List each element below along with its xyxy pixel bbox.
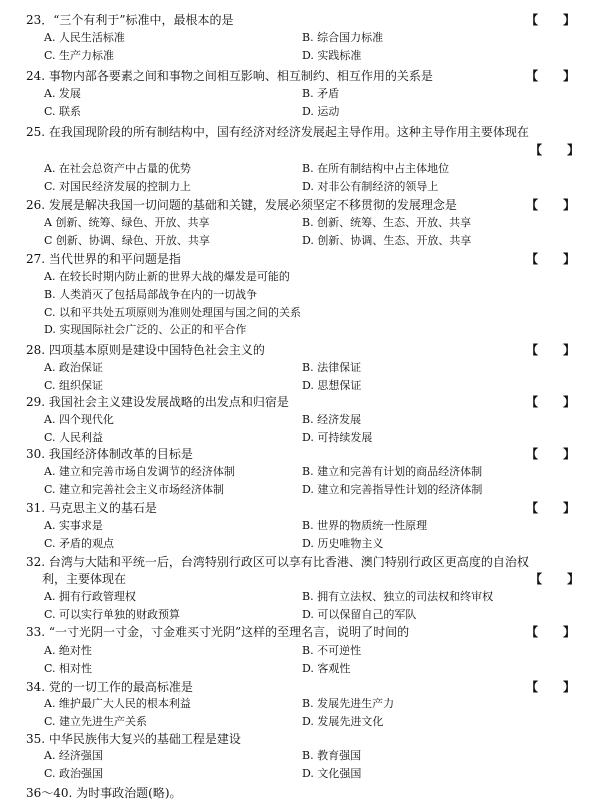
q28-option-a: A. 政治保证 [44, 361, 103, 374]
q25-option-c: C. 对国民经济发展的控制力上 [44, 180, 192, 193]
q35-option-b: B. 教育强国 [302, 749, 362, 762]
q23-option-c: C. 生产力标准 [44, 49, 115, 62]
q29-option-b: B. 经济发展 [302, 413, 362, 426]
answer-bracket-31[interactable]: 【 】 [526, 501, 576, 515]
q31-option-d: D. 历史唯物主义 [302, 537, 384, 550]
q33-option-b: B. 不可逆性 [302, 644, 362, 657]
question-34-stem: 34. 党的一切工作的最高标准是 [26, 680, 193, 694]
q33-option-c: C. 相对性 [44, 662, 93, 675]
answer-bracket-29[interactable]: 【 】 [526, 395, 576, 409]
q24-option-c: C. 联系 [44, 105, 82, 118]
q32-option-d: D. 可以保留自己的军队 [302, 608, 417, 621]
q24-option-d: D. 运动 [302, 105, 340, 118]
q23-option-a: A. 人民生活标准 [44, 31, 125, 44]
q29-option-a: A. 四个现代化 [44, 413, 114, 426]
q25-option-a: A. 在社会总资产中占量的优势 [44, 162, 191, 175]
answer-bracket-28[interactable]: 【 】 [526, 343, 576, 357]
question-32-stem-continued: 利，主要体现在 [42, 572, 127, 586]
q23-option-d: D. 实践标准 [302, 49, 362, 62]
q27-option-b: B. 人类消灭了包括局部战争在内的一切战争 [44, 288, 258, 301]
answer-bracket-33[interactable]: 【 】 [526, 625, 576, 639]
q34-option-a: A. 维护最广大人民的根本利益 [44, 697, 191, 710]
q32-option-a: A. 拥有行政管理权 [44, 590, 136, 603]
q26-option-c: C 创新、协调、绿色、开放、共享 [44, 234, 210, 247]
q26-option-a: A 创新、统筹、绿色、开放、共享 [44, 216, 210, 229]
q35-option-a: A. 经济强国 [44, 749, 103, 762]
q25-option-d: D. 对非公有制经济的领导上 [302, 180, 439, 193]
question-33-stem: 33. “一寸光阴一寸金，寸金难买寸光阴”这样的至理名言，说明了时间的 [26, 625, 410, 639]
q28-option-b: B. 法律保证 [302, 361, 362, 374]
answer-bracket-34[interactable]: 【 】 [526, 680, 576, 694]
answer-bracket-27[interactable]: 【 】 [526, 252, 576, 266]
answer-bracket-26[interactable]: 【 】 [526, 198, 576, 212]
q34-option-d: D. 发展先进文化 [302, 715, 384, 728]
question-31-stem: 31. 马克思主义的基石是 [26, 501, 157, 515]
q27-option-c: C. 以和平共处五项原则为准则处理国与国之间的关系 [44, 306, 302, 319]
question-24-stem: 24. 事物内部各要素之间和事物之间相互影响、相互制约、相互作用的关系是 [26, 69, 433, 83]
q32-option-c: C. 可以实行单独的财政预算 [44, 608, 181, 621]
q27-option-d: D. 实现国际社会广泛的、公正的和平合作 [44, 323, 247, 336]
q28-option-d: D. 思想保证 [302, 379, 362, 392]
question-29-stem: 29. 我国社会主义建设发展战略的出发点和归宿是 [26, 395, 289, 409]
answer-bracket-24[interactable]: 【 】 [526, 69, 576, 83]
q24-option-a: A. 发展 [44, 87, 81, 100]
answer-bracket-23[interactable]: 【 】 [526, 13, 576, 27]
q30-option-b: B. 建立和完善有计划的商品经济体制 [302, 465, 483, 478]
question-32-stem: 32. 台湾与大陆和平统一后，台湾特别行政区可以享有比香港、澳门特别行政区更高度的自治权 [26, 555, 529, 569]
q29-option-c: C. 人民利益 [44, 431, 104, 444]
q34-option-c: C. 建立先进生产关系 [44, 715, 148, 728]
q31-option-a: A. 实事求是 [44, 519, 103, 532]
q35-option-d: D. 文化强国 [302, 767, 362, 780]
q33-option-a: A. 绝对性 [44, 644, 92, 657]
q35-option-c: C. 政治强国 [44, 767, 104, 780]
q30-option-a: A. 建立和完善市场自发调节的经济体制 [44, 465, 235, 478]
question-30-stem: 30. 我国经济体制改革的目标是 [26, 447, 193, 461]
q31-option-b: B. 世界的物质统一性原理 [302, 519, 428, 532]
question-26-stem: 26. 发展是解决我国一切问题的基础和关键，发展必须坚定不移贯彻的发展理念是 [26, 198, 457, 212]
question-23-stem: 23．“三个有利于”标准中，最根本的是 [26, 13, 234, 27]
q26-option-d: D. 创新、协调、生态、开放、共享 [302, 234, 472, 247]
footer-note: 36～40. 为时事政治题(略)。 [26, 786, 182, 800]
q29-option-d: D. 可持续发展 [302, 431, 373, 444]
question-25-stem: 25. 在我国现阶段的所有制结构中，国有经济对经济发展起主导作用。这种主导作用主要体现在 [26, 125, 529, 139]
answer-bracket-25[interactable]: 【 】 [530, 143, 580, 157]
answer-bracket-32[interactable]: 【 】 [530, 572, 580, 586]
question-27-stem: 27. 当代世界的和平问题是指 [26, 252, 181, 266]
q23-option-b: B. 综合国力标准 [302, 31, 384, 44]
answer-bracket-30[interactable]: 【 】 [526, 447, 576, 461]
q24-option-b: B. 矛盾 [302, 87, 340, 100]
q30-option-d: D. 建立和完善指导性计划的经济体制 [302, 483, 483, 496]
question-35-stem: 35. 中华民族伟大复兴的基础工程是建设 [26, 732, 241, 746]
q33-option-d: D. 客观性 [302, 662, 351, 675]
q34-option-b: B. 发展先进生产力 [302, 697, 395, 710]
q28-option-c: C. 组织保证 [44, 379, 104, 392]
q30-option-c: C. 建立和完善社会主义市场经济体制 [44, 483, 225, 496]
q27-option-a: A. 在较长时期内防止新的世界大战的爆发是可能的 [44, 270, 290, 283]
q25-option-b: B. 在所有制结构中占主体地位 [302, 162, 450, 175]
q32-option-b: B. 拥有立法权、独立的司法权和终审权 [302, 590, 494, 603]
q31-option-c: C. 矛盾的观点 [44, 537, 115, 550]
q26-option-b: B. 创新、统筹、生态、开放、共享 [302, 216, 472, 229]
question-28-stem: 28. 四项基本原则是建设中国特色社会主义的 [26, 343, 265, 357]
